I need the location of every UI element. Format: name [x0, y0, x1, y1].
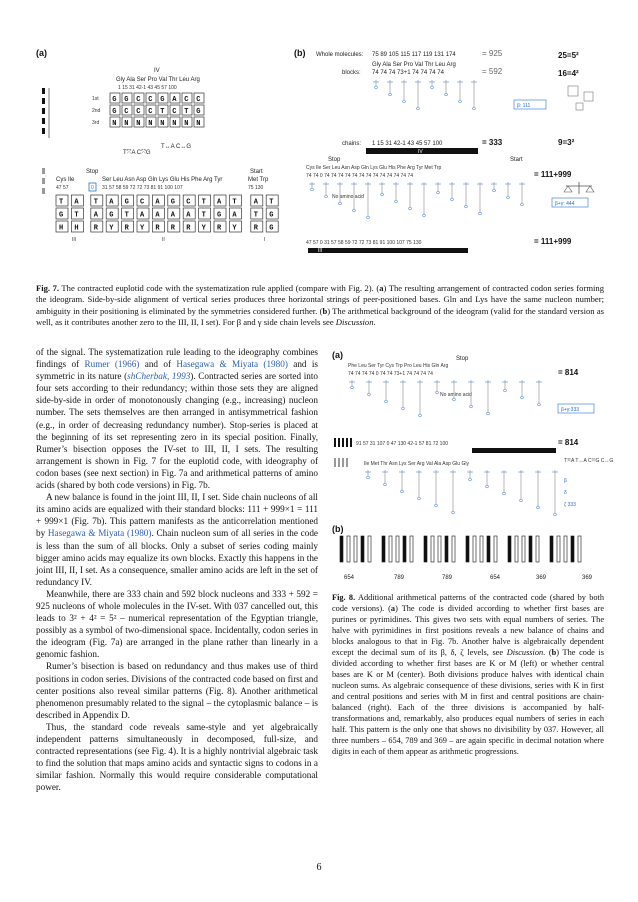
ideogram-base: T: [253, 211, 259, 220]
ideogram-base: T: [93, 198, 99, 207]
ideogram-base: G: [160, 96, 165, 104]
fig8b-num-4: 654: [490, 575, 501, 581]
ideogram-base: T: [124, 211, 129, 220]
fig7b-bottom-sum: = 111+999: [534, 237, 572, 246]
fig8b-num-6: 369: [582, 575, 593, 581]
ideogram-base: A: [253, 198, 259, 207]
fig7a-row-3rd: 3rd: [92, 120, 100, 126]
fig7b-stop: Stop: [328, 157, 341, 163]
fig7-label-b: (b): [294, 48, 306, 58]
ideogram-base: A: [217, 198, 222, 207]
ideogram-base: R: [124, 224, 129, 233]
ideogram-base: N: [172, 120, 177, 128]
ideogram-base: G: [170, 198, 176, 207]
ideogram-base: G: [112, 96, 117, 104]
ideogram-base: A: [93, 211, 99, 220]
fig7b-blocks-amino: Gly Ala Ser Pro Val Thr Leu Arg: [372, 62, 456, 68]
ideogram-base: G: [109, 211, 114, 220]
ideogram-base: T: [269, 198, 274, 207]
ideogram-base: G: [59, 211, 64, 220]
ideogram-base: Y: [201, 224, 206, 233]
fig7b-chains-label: chains:: [342, 141, 362, 147]
fig7a-left-amino: Cys Ile: [56, 177, 75, 183]
fig7a-set-I: I: [264, 237, 266, 243]
ideogram-base: C: [186, 198, 191, 207]
fig8-drawing: [332, 346, 614, 586]
fig7b-blocks-sum: = 592: [482, 67, 503, 76]
fig7b-whole-label: Whole molecules:: [316, 52, 364, 58]
fig7b-whole-sum: = 925: [482, 49, 503, 58]
ideogram-base: C: [140, 198, 145, 207]
fig7b-balance-icon: [564, 182, 594, 194]
fig7b-bottom-values: 47 57 0 31 57 58 59 72 72 73 81 91 100 107 75 130: [306, 240, 422, 246]
fig7b-no-amino: No amino acid: [332, 194, 364, 200]
fig8-top-amino: Phe Leu Ser Tyr Cys Trp Pro Leu His Gln Arg: [348, 363, 449, 369]
fig7b-whole-values: 75 89 105 115 117 119 131 174: [372, 52, 456, 58]
fig7a-left-nums: 47 57: [56, 185, 69, 191]
fig8-lower-molecules: [365, 470, 558, 516]
ideogram-base: G: [112, 108, 117, 116]
fig7a-zero: 0: [91, 185, 94, 191]
fig7b-start: Start: [510, 157, 523, 163]
fig7a-lower-grid: [56, 195, 278, 233]
fig7a-start: Start: [250, 169, 263, 175]
fig8-beta-gamma: β+γ:333: [561, 407, 580, 413]
ideogram-base: A: [172, 96, 177, 104]
ideogram-base: N: [160, 120, 165, 128]
ideogram-base: A: [232, 211, 237, 220]
ideogram-base: G: [196, 108, 201, 116]
ideogram-base: N: [184, 120, 189, 128]
ideogram-base: Y: [232, 224, 237, 233]
fig7b-upper-molecules: [373, 80, 477, 110]
fig8-top-values: 74 74 74 74 0 74 74 73+1 74 74 74 74: [348, 371, 433, 377]
fig8-label-a: (a): [332, 350, 343, 360]
ideogram-base: R: [93, 224, 99, 233]
figure-8-caption: Fig. 8. Additional arithmetical patterns of the contracted code (shared by both code versions). (a) The code is divided according to whether first bases are purines or pyrimidines. This gives two sets with equal numbers of series. The halve with pyrimidines in first positions reveals a new balance of chains and blocks analogous to that in Fig. 7b. Another halve is algebraically dependent except the decimal sum of its β, δ, ζ levels, see Discussion. (b) The code is divided according to whether first bases are K or M (left) or whether central bases are K or M (center). Both divisions produce halves with identical chain nucleon sums. As algebraic consequence of these divisions, series with K in first and central positions and series with M in first and central positions are chain-balanced (right). Each of the three divisions is accompanied by half-transformations and, remarkably, also produces equal numbers of series in each half. This pattern is the only one that shows no divisibility by 037. However, all three numbers – 654, 789 and 369 – are again specific in decimal notation where digits in each of them appear as arithmetic progressions.: [332, 593, 604, 756]
caption7-text-1: The contracted euplotid code with the systematization rule applied (compare with Fig. 2). (: [59, 283, 380, 293]
fig7a-right-amino: Met Trp: [248, 177, 269, 183]
ideogram-base: R: [217, 224, 222, 233]
fig8-top-sum: = 814: [558, 368, 579, 377]
ideogram-base: T: [160, 108, 165, 116]
fig7a-amino-row: Gly Ala Ser Pro Val Thr Leu Arg: [116, 77, 200, 83]
ideogram-base: C: [196, 96, 201, 104]
fig7b-beta-gamma: β+γ: 444: [555, 201, 575, 207]
fig7a-upper-grid: [110, 93, 204, 128]
fig7a-set-II: II: [162, 237, 165, 243]
ideogram-base: G: [124, 198, 129, 207]
fig8-stop: Stop: [456, 356, 469, 362]
fig8-beta: β: [564, 478, 567, 484]
ideogram-base: H: [59, 224, 64, 233]
fig8b-barcodes: [340, 536, 581, 562]
ideogram-base: Y: [109, 224, 114, 233]
ideogram-base: A: [186, 211, 191, 220]
ideogram-base: A: [74, 198, 79, 207]
caption7-end: .: [373, 317, 376, 328]
ideogram-base: G: [269, 211, 274, 220]
fig7a-left-barcode: [42, 88, 50, 194]
ideogram-base: T: [201, 211, 206, 220]
ideogram-base: C: [124, 108, 129, 116]
ideogram-base: C: [148, 108, 153, 116]
caption7-text-3: ) The arithmetical background of the ideogram (valid for the standard version as well, as it contributes another zero to the III, II, I set). For β and γ side chain levels see: [36, 305, 604, 328]
ref-shcherbak-1993[interactable]: shCherbak, 1993: [127, 371, 191, 382]
caption7-a: a: [379, 283, 384, 293]
fig7a-transform-right: T↔A C↔G: [161, 144, 192, 150]
fig8-mid-sum: = 814: [558, 438, 579, 447]
ideogram-base: G: [269, 224, 274, 233]
ideogram-base: C: [136, 108, 141, 116]
ideogram-base: C: [148, 96, 153, 104]
paragraph-5: Thus, the standard code reveals same-style and yet algebraically independent patterns simultaneously in decomposed, full-size, and contracted representations (see Fig. 4). It is a highly nontrivial algebraic task to find the solution that maps amino acids and syntactic signs to codons in a similar fashion. Normally this would require considerable computational power.: [36, 721, 318, 793]
ideogram-base: A: [155, 198, 160, 207]
fig7a-mid-amino: Ser Leu Asn Asp Gln Lys Glu His Phe Arg Tyr: [102, 177, 223, 183]
fig7b-lower-molecules: [309, 182, 525, 219]
fig7b-blocks-label: blocks:: [342, 70, 361, 76]
fig8-zeta: ζ 333: [564, 502, 576, 508]
fig7-label-a: (a): [36, 48, 47, 58]
ideogram-base: A: [140, 211, 145, 220]
paragraph-2: A new balance is found in the joint III, II, I set. Side chain nucleons of all its amino acids are equalized with their standard blocks: 111 + 999×1 = 111 + 999×1 (Fig. 7b). This pattern manifests as the anticorrelation mentioned by Hasegawa & Miyata (1980). Chain nucleon sum of all series in the code is less than the sum of all blocks. Only a subset of series coding mainly bigger amino acids may equalize its own blocks. Exactly this happens in the joint III, II, I set. As a consequence, smaller amino acids are left in the set of redundancy IV.: [36, 492, 318, 587]
fig7-drawing: [36, 48, 604, 268]
ideogram-base: C: [172, 108, 177, 116]
ideogram-base: R: [170, 224, 176, 233]
page-number: 6: [316, 862, 322, 873]
fig7b-chains-values: 1 15 31 42-1 43 45 57 100: [372, 141, 443, 147]
fig8-transform: T⤧A T↔A C⤧G C↔G: [564, 458, 614, 464]
fig7a-set-III: III: [72, 237, 77, 243]
paragraph-1: of the signal. The systematization rule leading to the ideography combines findings of Rumer (1966) and of Hasegawa & Miyata (1980) and is symmetric in its nature (shCherbak, 1993). Contracted series are sorted into four sets according to their redundancy; within those sets they are aligned side-by-side in order of monotonously changing (e.g., increasing) nucleon number. The sets themselves are then arranged in antisymmetrical fashion (e.g., in order of decreasing redundancy number). Stop-series is placed at the beginning of its set representing zero in its special position. Finally, Rumer’s bisection opposes the IV-set to III, II, I sets. The resulting arrangement is shown in Fig. 7 for the euplotid code, with ideography of codon bases (see next section) in Fig. 7a and arithmetical patterns of amino acids (shared by both code versions) in Fig. 7b.: [36, 347, 319, 491]
ideogram-base: A: [109, 198, 114, 207]
ideogram-base: C: [136, 96, 141, 104]
ideogram-base: A: [170, 211, 176, 220]
fig7b-bottom-bar: [308, 248, 468, 253]
ideogram-base: N: [124, 120, 129, 128]
ref-rumer-1966[interactable]: Rumer (1966): [84, 359, 140, 370]
ideogram-base: T: [74, 211, 79, 220]
paragraph-4: Rumer’s bisection is based on redundancy and thus makes use of third positions in codon series. Divisions of the contracted code based on first and center positions also reveal similar patterns (Fig. 8). Another arithmetical phenomenon presumably related to the signal – the cytoplasmic balance – is described in Appendix D.: [36, 661, 318, 720]
ideogram-base: N: [112, 120, 117, 128]
fig7b-beta: β: 111: [517, 103, 531, 109]
figure-8: [332, 346, 614, 586]
fig7b-lower-amino: Cys Ile Ser Leu Asn Asp Gln Lys Glu His Phe Arg Tyr Met Trp: [306, 165, 442, 171]
fig7a-stop: Stop: [86, 169, 99, 175]
fig7b-eq-25: 25=5²: [558, 51, 579, 60]
fig7a-row-2nd: 2nd: [92, 108, 101, 114]
fig7b-eq-9: 9=3²: [558, 138, 575, 147]
fig7b-lower-sum: = 111+999: [534, 170, 572, 179]
fig7a-row-1st: 1st: [92, 96, 99, 102]
ideogram-base: Y: [140, 224, 145, 233]
ideogram-base: H: [74, 224, 79, 233]
ref-hasegawa-1980[interactable]: Hasegawa & Miyata (1980): [176, 359, 288, 370]
fig7b-chains-sum: = 333: [482, 138, 503, 147]
fig7a-set-label: IV: [154, 68, 160, 74]
caption7-b: b: [322, 305, 328, 316]
fig8-lower-amino: Ile Met Thr Asn Lys Ser Arg Val Ala Asp Glu Gly: [364, 461, 469, 467]
fig7b-triangle-icon: [568, 86, 593, 110]
ideogram-base: N: [196, 120, 201, 128]
caption7-discussion: Discussion: [335, 317, 374, 328]
fig7b-blocks-values: 74 74 74 73+1 74 74 74 74: [372, 70, 444, 76]
ref-hasegawa-1980-b[interactable]: Hasegawa & Miyata (1980): [47, 528, 152, 539]
figure-7: [36, 48, 604, 268]
fig8b-num-2: 789: [394, 575, 405, 581]
fig8-left-barcode: [334, 438, 352, 467]
ideogram-base: T: [59, 198, 64, 207]
fig8b-num-3: 789: [442, 575, 453, 581]
body-text-left-column: [36, 346, 318, 793]
fig7b-set-label: IV: [418, 149, 423, 155]
fig7b-lower-values: 74 74 0 74 74 74 74 74 74 74 74 74 74 74 74 74: [306, 173, 414, 179]
caption7-text-2: ) The resulting arrangement of contracted codon series forming the ideogram. Side-by-side alignment of vertical series produces three horizontal strings of peer-positioned bases. Gln and Lys have the same nucleon number; ambiguity in their positioning is eliminated by the symmetries considered further. (: [36, 283, 604, 316]
paragraph-3: Meanwhile, there are 333 chain and 592 block nucleons and 333 + 592 = 925 nucleons of whole molecules in the IV-set. With 037 cancelled out, this leads to 3² + 4² = 5² – numerical representation of the Egyptian triangle, possibly as a symbol of two-dimensional space. Incidentally, codon series in the ideogram (Fig. 7a) are arranged in the plane rather than linearly in a genomic fashion.: [36, 588, 318, 660]
fig8-mid-values: 91 57 31 107 0 47 130 42-1 57 81 72 100: [356, 441, 449, 447]
fig7b-eq-16: 16=4²: [558, 69, 579, 78]
fig8-delta: δ: [564, 490, 567, 496]
ideogram-base: R: [253, 224, 259, 233]
fig7b-bottom-sets: III: [318, 248, 323, 254]
ideogram-base: G: [217, 211, 222, 220]
fig8-label-b: (b): [332, 524, 344, 534]
fig7a-num-row: 1 15 31 42-1 43 45 57 100: [118, 85, 177, 91]
ideogram-base: C: [184, 96, 189, 104]
ideogram-base: N: [136, 120, 141, 128]
ideogram-base: R: [186, 224, 191, 233]
ideogram-base: T: [232, 198, 237, 207]
fig7a-right-nums: 75 130: [248, 185, 264, 191]
ideogram-base: A: [155, 211, 160, 220]
ideogram-base: T: [201, 198, 206, 207]
fig8b-num-5: 369: [536, 575, 547, 581]
caption8-lead: Fig. 8.: [332, 593, 356, 602]
figure-7-caption: [36, 283, 604, 329]
caption7-lead: Fig. 7.: [36, 283, 60, 293]
ideogram-base: N: [148, 120, 153, 128]
ideogram-base: T: [184, 108, 189, 116]
fig7a-transform-left: T⤧A C⤧G: [123, 150, 151, 156]
fig8-no-amino: No amino acid: [440, 392, 472, 398]
fig7a-mid-nums: 31 57 58 59 72 72 73 81 91 100 107: [102, 185, 183, 191]
fig8b-num-1: 654: [344, 575, 355, 581]
fig8-upper-molecules: [349, 380, 542, 417]
ideogram-base: R: [155, 224, 160, 233]
ideogram-base: G: [124, 96, 129, 104]
